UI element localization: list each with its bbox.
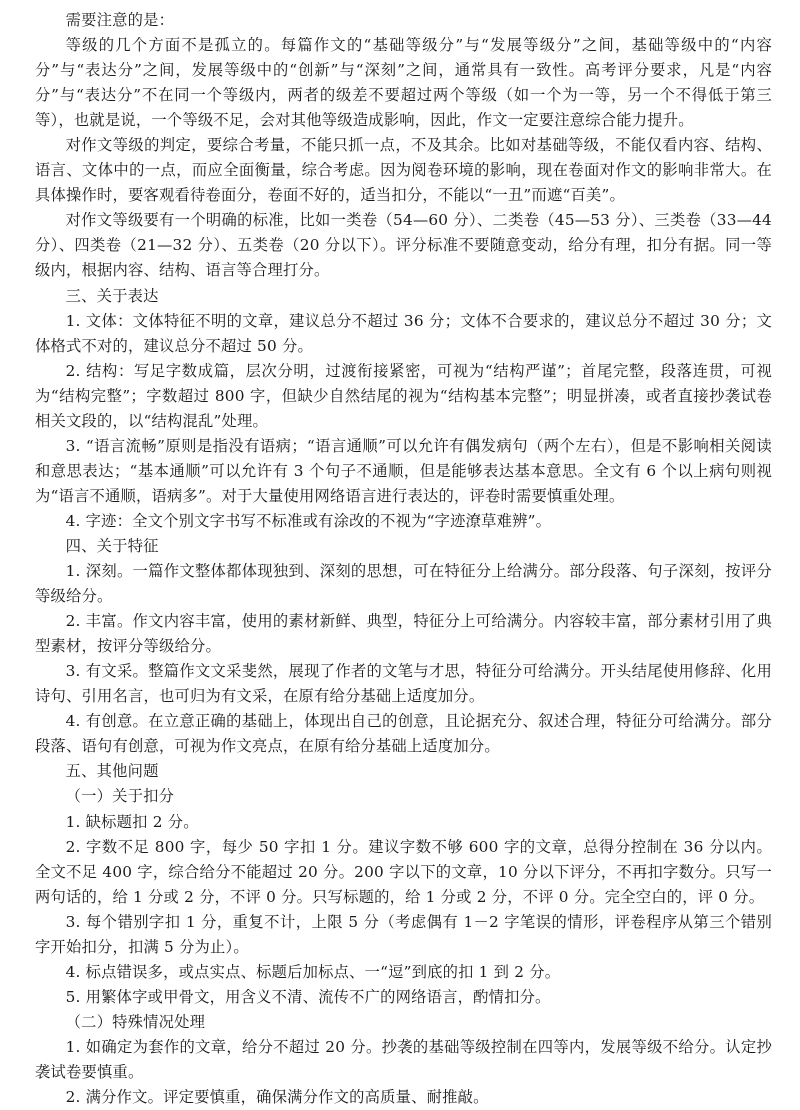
section-heading-other: 五、其他问题 (65, 762, 159, 781)
deduction-missing-title: 1. 缺标题扣 2 分。 (65, 812, 199, 831)
item-handwriting: 4. 字迹：全文个别文字书写不标准或有涂改的不视为“字迹潦草难辨”。 (65, 511, 552, 530)
deduction-traditional-characters: 5. 用繁体字或甲骨文，用含义不清、流传不广的网络语言，酌情扣分。 (65, 987, 551, 1006)
special-case-full-score: 2. 满分作文。评定要慎重，确保满分作文的高质量、耐推敲。 (65, 1088, 489, 1107)
paragraph-grade-standard: 对作文等级要有一个明确的标准，比如一类卷（54—60 分）、二类卷（45—53 分）、三类卷（33—44 分）、四类卷（21—32 分）、五类卷（20 分以下）。评分标准不要随意变动，给分有理，扣分有据。同一等级内，根据内容、结构、语言等合理打分。 (35, 211, 772, 280)
deduction-typos: 3. 每个错别字扣 1 分，重复不计，上限 5 分（考虑偶有 1－2 字笔误的情形，评卷程序从第三个错别字开始扣分，扣满 5 分为止）。 (35, 912, 772, 956)
subsection-heading-special-cases: （二）特殊情况处理 (65, 1012, 206, 1031)
deduction-punctuation: 4. 标点错误多，或点实点、标题后加标点、一“逗”到底的扣 1 到 2 分。 (65, 962, 561, 981)
special-case-template-essay: 1. 如确定为套作的文章，给分不超过 20 分。抄袭的基础等级控制在四等内，发展等级不给分。认定抄袭试卷要慎重。 (35, 1037, 772, 1081)
item-depth: 1. 深刻。一篇作文整体都体现独到、深刻的思想，可在特征分上给满分。部分段落、句子深刻，按评分等级给分。 (35, 562, 772, 606)
item-literary-grace: 3. 有文采。整篇作文文采斐然，展现了作者的文笔与才思，特征分可给满分。开头结尾使用修辞、化用诗句、引用名言，也可归为有文采，在原有给分基础上适度加分。 (35, 662, 772, 706)
item-creativity: 4. 有创意。在立意正确的基础上，体现出自己的创意，且论据充分、叙述合理，特征分可给满分。部分段落、语句有创意，可视为作文亮点，在原有给分基础上适度加分。 (35, 712, 772, 756)
item-genre: 1. 文体：文体特征不明的文章，建议总分不超过 36 分；文体不合要求的，建议总分不超过 30 分；文体格式不对的，建议总分不超过 50 分。 (35, 311, 772, 355)
item-richness: 2. 丰富。作文内容丰富，使用的素材新鲜、典型，特征分上可给满分。内容较丰富，部分素材引用了典型素材，按评分等级给分。 (35, 612, 772, 656)
intro-note: 需要注意的是： (65, 11, 175, 29)
subsection-heading-deductions: （一）关于扣分 (65, 787, 175, 806)
deduction-word-count: 2. 字数不足 800 字，每少 50 字扣 1 分。建议字数不够 600 字的文章，总得分控制在 36 分以内。全文不足 400 字，综合给分不能超过 20 分。200 字以下的文章，10 分以下评分，不再扣字数分。只写一两句话的，给 1 分或 2 分，不评 0 分。只写标题的，给 1 分或 2 分，不评 0 分。完全空白的，评 0 分。 (35, 837, 772, 906)
paragraph-grade-consistency: 等级的几个方面不是孤立的。每篇作文的“基础等级分”与“发展等级分”之间，基础等级中的“内容分”与“表达分”之间，发展等级中的“创新”与“深刻”之间，通常具有一致性。高考评分要求，凡是“内容分”与“表达分”不在同一个等级内，两者的级差不要超过两个等级（如一个为一等，另一个不得低于第三等），也就是说，一个等级不足，会对其他等级造成影响，因此，作文一定要注意综合能力提升。 (35, 36, 772, 130)
item-structure: 2. 结构：写足字数成篇，层次分明，过渡衔接紧密，可视为“结构严谨”；首尾完整，段落连贯，可视为“结构完整”；字数超过 800 字，但缺少自然结尾的视为“结构基本完整”；明显拼凑，或者直接抄袭试卷相关文段的，以“结构混乱”处理。 (35, 361, 772, 430)
paragraph-grade-judgment: 对作文等级的判定，要综合考量，不能只抓一点，不及其余。比如对基础等级，不能仅看内容、结构、语言、文体中的一点，而应全面衡量，综合考虑。因为阅卷环境的影响，现在卷面对作文的影响非常大。在具体操作时，要客观看待卷面分，卷面不好的，适当扣分，不能以“一丑”而遮“百美”。 (35, 136, 772, 205)
item-language: 3. “语言流畅”原则是指没有语病；“语言通顺”可以允许有偶发病句（两个左右），但是不影响相关阅读和意思表达；“基本通顺”可以允许有 3 个句子不通顺，但是能够表达基本意思。全文有 6 个以上病句则视为“语言不通顺，语病多”。对于大量使用网络语言进行表达的，评卷时需要慎重处理。 (35, 436, 772, 505)
section-heading-expression: 三、关于表达 (65, 286, 159, 305)
section-heading-features: 四、关于特征 (65, 536, 159, 555)
